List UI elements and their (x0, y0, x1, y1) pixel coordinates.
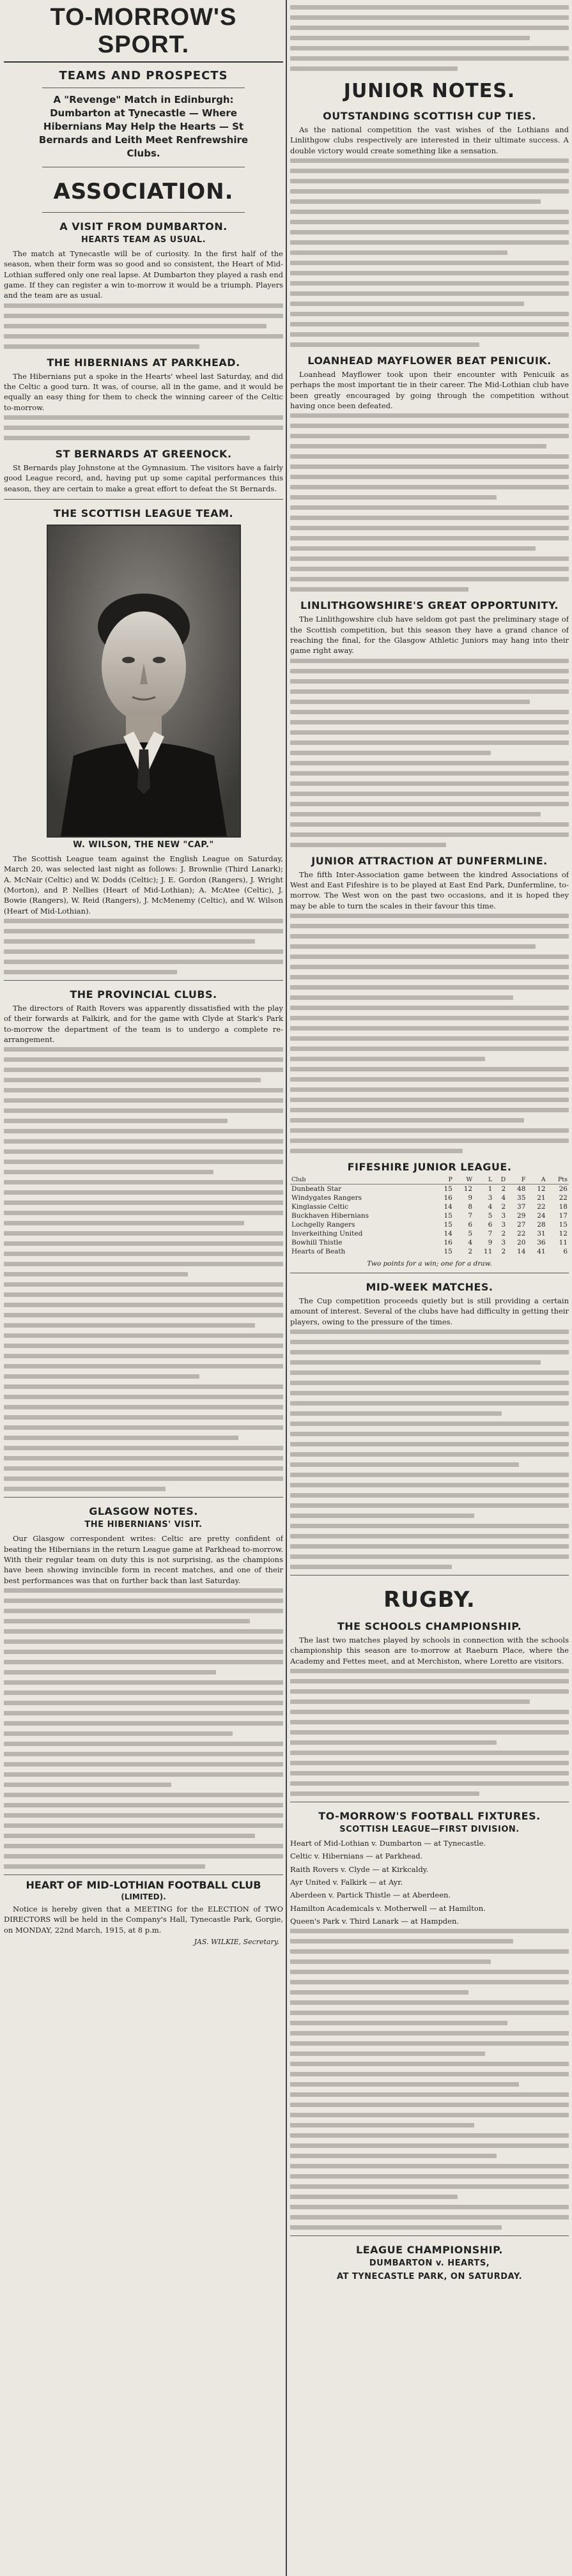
stat-cell: 11 (559, 1238, 568, 1246)
hibs-text: The Hibernians put a spoke in the Hearts' wheel last Saturday, and did the Celtic a good turn. It was, of course, all in the game, and it would be equally an easy thing for them to check the winning career of the Celtic to-morrow. (4, 371, 283, 412)
linlithgow-text: The Linlithgowshire club have seldom got past the preliminary stage of the Scottish competition, but this season they have a grand chance of reaching the final, for the Glasgow Athletic Juniors may hang into their game right away. (290, 615, 569, 656)
stat-cell: 15 (444, 1184, 452, 1193)
stat-cell: 2 (501, 1184, 506, 1193)
stat-cell: 12 (537, 1184, 546, 1193)
divider (42, 212, 245, 213)
league-table-heading: FIFESHIRE JUNIOR LEAGUE. (347, 1160, 512, 1173)
table-row (290, 1238, 569, 1247)
stb-heading: ST BERNARDS AT GREENOCK. (55, 447, 232, 460)
fixtures-subheading: SCOTTISH LEAGUE—FIRST DIVISION. (339, 1824, 520, 1834)
stat-cell: 3 (501, 1211, 506, 1220)
stat-cell: 22 (517, 1229, 526, 1238)
loanhead-text: Loanhead Mayflower took upon their encounter with Penicuik as perhaps the most important tie in their career. The Mid-Lothian club have been greatly encouraged by going through the competition without having once been defeated. (290, 369, 569, 410)
league-table-body (290, 1184, 569, 1256)
club-name-cell: Kinglassie Celtic (291, 1202, 349, 1211)
league-championship-heading: LEAGUE CHAMPIONSHIP. (356, 2244, 503, 2257)
col-lost: L (474, 1176, 493, 1184)
stat-cell: 31 (537, 1229, 546, 1238)
fixture-item: Queen's Park v. Third Lanark — at Hampden. (290, 1916, 460, 1926)
stat-cell: 15 (444, 1220, 452, 1229)
stat-cell: 37 (517, 1202, 526, 1211)
notice-subtitle: (LIMITED). (121, 1892, 166, 1901)
stat-cell: 22 (559, 1193, 568, 1202)
loanhead-heading: LOANHEAD MAYFLOWER BEAT PENICUIK. (307, 354, 552, 367)
text-lines (290, 1330, 569, 1569)
visit-text: The match at Tynecastle will be of curiosity. In the first half of the season, when their form was so good and so consistent, the Heart of Mid-Lothian suffered only one real lapse. At Dumbarton they played a rash end game. If they can register a win to-morrow it would be a triumph. Players and the team are as usual. (4, 249, 283, 300)
glasgow-heading: GLASGOW NOTES. (89, 1505, 198, 1518)
stat-cell: 2 (501, 1229, 506, 1238)
stat-cell: 4 (501, 1193, 506, 1202)
portrait-image (48, 526, 240, 836)
stat-cell: 2 (501, 1247, 506, 1255)
midweek-heading: MID-WEEK MATCHES. (366, 1280, 493, 1293)
fixture-item: Ayr United v. Falkirk — at Ayr. (290, 1877, 403, 1887)
stat-cell: 41 (537, 1247, 546, 1255)
divider (4, 499, 283, 500)
stat-cell: 3 (501, 1220, 506, 1229)
schools-text: The last two matches played by schools in connection with the schools championship this season are to-morrow at Raeburn Place, where the Academy and Fettes meet, and at Merchiston, where Loretto are visitors. (290, 1635, 569, 1666)
table-header-row (290, 1176, 569, 1184)
table-row (290, 1193, 569, 1202)
league-championship-sub: DUMBARTON v. HEARTS, (369, 2258, 490, 2269)
left-column (4, 0, 283, 2576)
col-for: F (507, 1176, 527, 1184)
league-table (290, 1176, 569, 1256)
club-notice (4, 1874, 283, 1946)
table-row (290, 1220, 569, 1229)
text-lines (290, 5, 569, 71)
article-deck: A "Revenge" Match in Edinburgh: Dumbarton at Tynecastle — Where Hibernians May Help the Hearts — St Bernards and Leith Meet Renfrewshire Clubs. (38, 94, 249, 159)
club-name-cell: Hearts of Beath (291, 1247, 346, 1255)
text-lines (4, 303, 283, 349)
table-row (290, 1202, 569, 1211)
text-lines (4, 919, 283, 974)
text-lines (290, 158, 569, 347)
fixtures-list (290, 1838, 569, 1926)
table-row (290, 1184, 569, 1193)
table-note: Two points for a win; one for a draw. (367, 1259, 492, 1268)
col-points: Pts (547, 1176, 569, 1184)
table-row (290, 1247, 569, 1256)
stat-cell: 14 (444, 1229, 452, 1238)
stat-cell: 4 (468, 1238, 473, 1246)
right-column (290, 0, 569, 2576)
text-lines (290, 659, 569, 847)
stat-cell: 28 (537, 1220, 546, 1229)
text-lines (4, 415, 283, 440)
stat-cell: 17 (559, 1211, 568, 1220)
stat-cell: 26 (559, 1184, 568, 1193)
stat-cell: 36 (537, 1238, 546, 1246)
midweek-text: The Cup competition proceeds quietly but is still providing a certain amount of interest. Several of the clubs have had difficulty in getting their players, owing to the pressure of the times. (290, 1296, 569, 1326)
junior-subheading: OUTSTANDING SCOTTISH CUP TIES. (323, 110, 536, 122)
glasgow-subheading: THE HIBERNIANS' VISIT. (84, 1520, 203, 1530)
divider (290, 2235, 569, 2236)
stat-cell: 5 (468, 1229, 473, 1238)
col-club: Club (290, 1176, 434, 1184)
club-name-cell: Dunbeath Star (291, 1184, 342, 1193)
fixture-item: Heart of Mid-Lothian v. Dumbarton — at Tynecastle. (290, 1838, 486, 1848)
stat-cell: 15 (559, 1220, 568, 1229)
text-lines (4, 1588, 283, 1869)
hibs-heading: THE HIBERNIANS AT PARKHEAD. (47, 356, 240, 369)
divider (4, 980, 283, 981)
linlithgow-heading: LINLITHGOWSHIRE'S GREAT OPPORTUNITY. (300, 599, 559, 612)
fixture-item: Celtic v. Hibernians — at Parkhead. (290, 1851, 423, 1861)
dunfermline-heading: JUNIOR ATTRACTION AT DUNFERMLINE. (311, 854, 548, 867)
stat-cell: 11 (483, 1247, 493, 1255)
stat-cell: 14 (517, 1247, 526, 1255)
col-won: W (454, 1176, 474, 1184)
stat-cell: 4 (488, 1202, 493, 1211)
text-lines (4, 1047, 283, 1491)
text-lines (290, 1929, 569, 2230)
stat-cell: 14 (444, 1202, 452, 1211)
table-row (290, 1229, 569, 1238)
stat-cell: 6 (468, 1220, 473, 1229)
stat-cell: 24 (537, 1211, 546, 1220)
stat-cell: 9 (488, 1238, 493, 1246)
visit-heading: A VISIT FROM DUMBARTON. (59, 220, 228, 233)
stat-cell: 12 (463, 1184, 473, 1193)
stat-cell: 6 (488, 1220, 493, 1229)
stat-cell: 9 (468, 1193, 473, 1202)
league-championship-venue: AT TYNECASTLE PARK, ON SATURDAY. (336, 2272, 523, 2282)
club-name-cell: Windygates Rangers (291, 1193, 362, 1202)
provincial-heading: THE PROVINCIAL CLUBS. (70, 988, 217, 1000)
stat-cell: 2 (501, 1202, 506, 1211)
stat-cell: 2 (468, 1247, 473, 1255)
text-lines (290, 1669, 569, 1796)
stat-cell: 35 (517, 1193, 526, 1202)
stat-cell: 22 (537, 1202, 546, 1211)
table-row (290, 1211, 569, 1220)
schools-heading: THE SCHOOLS CHAMPIONSHIP. (337, 1620, 522, 1632)
stat-cell: 1 (488, 1184, 493, 1193)
stat-cell: 20 (517, 1238, 526, 1246)
stat-cell: 7 (468, 1211, 473, 1220)
col-against: A (527, 1176, 546, 1184)
stat-cell: 21 (537, 1193, 546, 1202)
dunfermline-text: The fifth Inter-Association game between the kindred Associations of West and East Fifeshire is to be played at East End Park, Dunfermline, to-morrow. The West won on the past two occasions, and it is hoped they may be able to turn the scales in their favour this time. (290, 870, 569, 910)
glasgow-text: Our Glasgow correspondent writes: Celtic are pretty confident of beating the Hibernians in the return League game at Parkhead to-morrow. With their regular team on duty this is not surprising, as the champions have been showing invincible form in recent matches, and one of their best performances was that on further back than last Saturday. (4, 1534, 283, 1585)
stat-cell: 3 (501, 1238, 506, 1246)
junior-title: JUNIOR NOTES. (343, 80, 516, 102)
stat-cell: 7 (488, 1229, 493, 1238)
rugby-title: RUGBY. (383, 1586, 475, 1613)
league-team-heading: THE SCOTTISH LEAGUE TEAM. (53, 507, 234, 519)
notice-signature: JAS. WILKIE, Secretary. (194, 1937, 279, 1946)
col-drawn: D (493, 1176, 507, 1184)
club-name-cell: Lochgelly Rangers (291, 1220, 355, 1229)
portrait-caption: W. WILSON, THE NEW "CAP." (73, 839, 214, 850)
stat-cell: 29 (517, 1211, 526, 1220)
association-title: ASSOCIATION. (53, 179, 234, 204)
stat-cell: 16 (444, 1238, 452, 1246)
player-portrait (47, 525, 241, 838)
stat-cell: 48 (517, 1184, 526, 1193)
page-title: TO-MORROW'S SPORT. (4, 0, 283, 63)
text-lines (290, 413, 569, 592)
stat-cell: 8 (468, 1202, 473, 1211)
teams-heading: TEAMS AND PROSPECTS (59, 69, 228, 82)
stat-cell: 6 (563, 1247, 568, 1255)
stat-cell: 15 (444, 1211, 452, 1220)
stat-cell: 16 (444, 1193, 452, 1202)
junior-text: As the national competition the vast wishes of the Lothians and Linlithgow clubs respectively are interested in their ultimate success. A double victory would create something like a sensation. (290, 125, 569, 155)
club-name-cell: Bowhill Thistle (291, 1238, 343, 1246)
fixture-item: Raith Rovers v. Clyde — at Kirkcaldy. (290, 1864, 429, 1874)
text-lines (290, 914, 569, 1153)
fixture-item: Hamilton Academicals v. Motherwell — at Hamilton. (290, 1903, 486, 1913)
club-name-cell: Inverkeithing United (291, 1229, 363, 1238)
stat-cell: 3 (488, 1193, 493, 1202)
stat-cell: 27 (517, 1220, 526, 1229)
fixture-item: Aberdeen v. Partick Thistle — at Aberdeen. (290, 1890, 451, 1900)
stat-cell: 5 (488, 1211, 493, 1220)
stat-cell: 12 (559, 1229, 568, 1238)
notice-title: HEART OF MID-LOTHIAN FOOTBALL CLUB (26, 1878, 261, 1891)
league-team-text: The Scottish League team against the English League on Saturday, March 20, was selected last night as follows: J. Brownlie (Third Lanark); A. McNair (Celtic) and W. Dodds (Celtic); J. E. Gordon (Rangers), J. Wright (Morton), and P. Nellies (Heart of Mid-Lothian); A. McAtee (Celtic), J. Bowie (Rangers), W. Reid (Rangers), J. McMenemy (Celtic), and W. Wilson (Heart of Mid-Lothian). (4, 854, 283, 916)
stb-text: St Bernards play Johnstone at the Gymnasium. The visitors have a fairly good League record, and, having put up some capital performances this season, they are certain to make a great effort to defeat the St Bernards. (4, 463, 283, 493)
fixtures-heading: TO-MORROW'S FOOTBALL FIXTURES. (318, 1809, 541, 1822)
notice-text: Notice is hereby given that a MEETING for the ELECTION of TWO DIRECTORS will be held in the Company's Hall, Tynecastle Park, Gorgie, on MONDAY, 22nd March, 1915, at 8 p.m. (4, 1904, 283, 1935)
col-played: P (434, 1176, 454, 1184)
club-name-cell: Buckhaven Hibernians (291, 1211, 369, 1220)
column-divider (286, 0, 287, 2576)
divider (4, 1497, 283, 1498)
stat-cell: 15 (444, 1247, 452, 1255)
visit-subheading: HEARTS TEAM AS USUAL. (81, 235, 206, 245)
provincial-text: The directors of Raith Rovers was apparently dissatisfied with the play of their forwards at Falkirk, and for the game with Clyde at Stark's Park to-morrow the department of the team is to undergo a complete re-arrangement. (4, 1003, 283, 1044)
stat-cell: 18 (559, 1202, 568, 1211)
